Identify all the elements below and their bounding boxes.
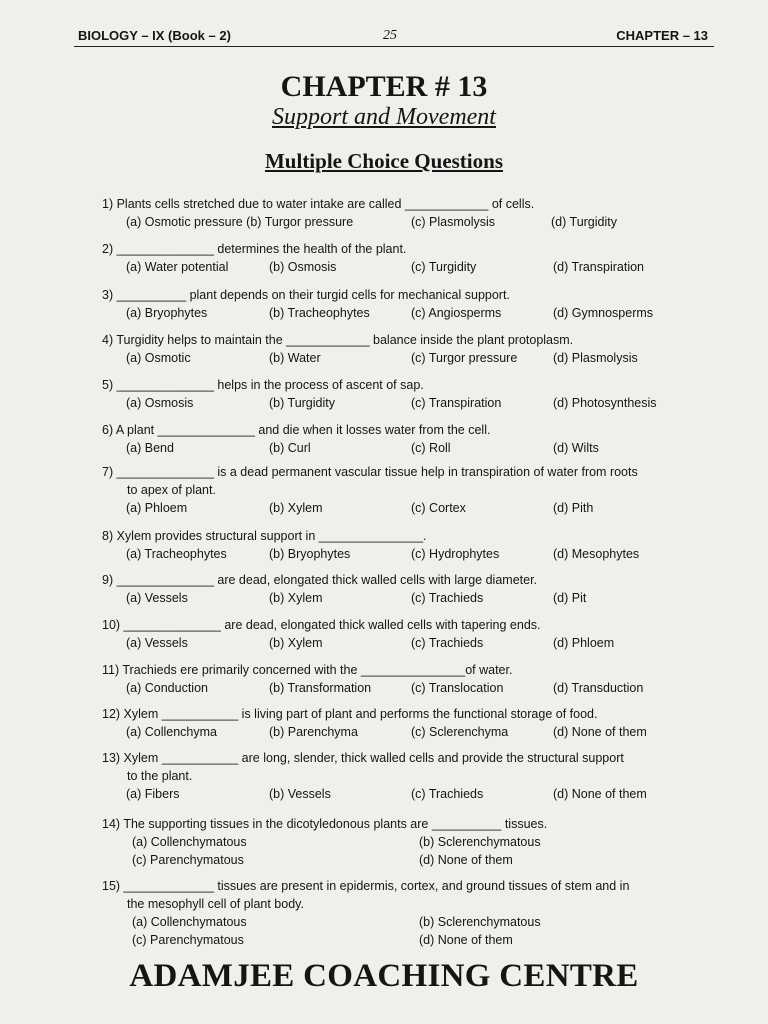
question-text-continued: to the plant. [127,769,193,783]
answer-option: (a) Collenchymatous [132,915,247,929]
options-row [102,304,722,322]
options-row [102,679,722,697]
answer-option: (d) Photosynthesis [553,396,657,410]
answer-option: (a) Vessels [126,591,188,605]
question-text-continued: to apex of plant. [127,483,216,497]
question-item [102,376,722,412]
answer-option: (a) Osmotic pressure (b) Turgor pressure [126,215,354,229]
answer-option: (c) Sclerenchyma [411,725,509,739]
answer-option: (a) Collenchyma [126,725,218,739]
answer-option: (b) Parenchyma [269,725,358,739]
answer-option: (a) Conduction [126,681,208,695]
options-row [102,634,722,652]
options-row [102,258,722,276]
answer-option: (c) Translocation [411,681,504,695]
question-item [102,527,722,563]
question-text: 15) _____________ tissues are present in epidermis, cortex, and ground tissues of stem and in [102,879,630,893]
header-chapter: CHAPTER – 13 [616,28,708,43]
question-text: 11) Trachieds ere primarily concerned with the _______________of water. [102,663,513,677]
answer-option: (d) None of them [419,933,513,947]
header-book-title: BIOLOGY – IX (Book – 2) [78,28,231,43]
header-page-number: 25 [383,28,397,43]
page-header [78,26,708,48]
answer-option: (c) Parenchymatous [132,853,244,867]
options-row [102,499,722,517]
answer-option: (c) Trachieds [411,787,484,801]
answer-option: (c) Turgidity [411,260,477,274]
answer-option: (b) Turgidity [269,396,335,410]
answer-option: (d) None of them [553,787,647,801]
answer-option: (d) Plasmolysis [553,351,638,365]
question-item [102,331,722,367]
answer-option: (c) Angiosperms [411,306,502,320]
answer-option: (b) Sclerenchymatous [419,835,541,849]
question-item [102,240,722,276]
answer-option: (b) Sclerenchymatous [419,915,541,929]
chapter-subtitle: Support and Movement [272,104,496,130]
answer-option: (c) Roll [411,441,451,455]
question-text: 8) Xylem provides structural support in _______________. [102,529,427,543]
question-item [102,877,722,949]
answer-option: (a) Collenchymatous [132,835,247,849]
answer-option: (a) Osmotic [126,351,191,365]
options-row [102,723,722,741]
answer-option: (b) Xylem [269,636,323,650]
answer-option: (d) Pith [553,501,594,515]
options-row [102,394,722,412]
answer-option: (c) Transpiration [411,396,502,410]
question-text: 13) Xylem ___________ are long, slender, thick walled cells and provide the structural support [102,751,624,765]
footer-centre-name: ADAMJEE COACHING CENTRE [129,958,639,994]
answer-option: (b) Water [269,351,321,365]
answer-option: (c) Trachieds [411,591,484,605]
question-text: 2) ______________ determines the health of the plant. [102,242,407,256]
answer-option: (c) Parenchymatous [132,933,244,947]
options-row [102,913,722,931]
answer-option: (d) Turgidity [551,215,617,229]
answer-option: (d) Transduction [553,681,644,695]
section-title: Multiple Choice Questions [264,149,503,173]
question-item [102,661,722,697]
answer-option: (d) Mesophytes [553,547,640,561]
question-text: 4) Turgidity helps to maintain the ____________ balance inside the plant protoplasm. [102,333,574,347]
answer-option: (a) Osmosis [126,396,194,410]
answer-option: (b) Transformation [269,681,372,695]
question-text: 6) A plant ______________ and die when it losses water from the cell. [102,423,491,437]
header-rule [74,46,714,47]
question-item [102,195,722,231]
question-text: 5) ______________ helps in the process of ascent of sap. [102,378,424,392]
answer-option: (c) Hydrophytes [411,547,500,561]
options-row [102,545,722,563]
answer-option: (b) Vessels [269,787,331,801]
question-text: 1) Plants cells stretched due to water intake are called ____________ of cells. [102,197,535,211]
answer-option: (b) Bryophytes [269,547,351,561]
answer-option: (b) Osmosis [269,260,337,274]
options-row [102,833,722,851]
options-row [102,931,722,949]
answer-option: (a) Water potential [126,260,229,274]
question-item [102,421,722,457]
answer-option: (d) Phloem [553,636,615,650]
answer-option: (b) Tracheophytes [269,306,370,320]
answer-option: (d) Transpiration [553,260,645,274]
question-item [102,463,722,517]
answer-option: (b) Xylem [269,501,323,515]
answer-option: (d) Wilts [553,441,599,455]
answer-option: (d) Gymnosperms [553,306,654,320]
answer-option: (a) Phloem [126,501,188,515]
options-row [102,851,722,869]
answer-option: (d) None of them [419,853,513,867]
question-text: 7) ______________ is a dead permanent vascular tissue help in transpiration of water from roots [102,465,638,479]
options-row [102,439,722,457]
options-row [102,349,722,367]
answer-option: (c) Trachieds [411,636,484,650]
question-text: 12) Xylem ___________ is living part of plant and performs the functional storage of food. [102,707,598,721]
question-text-continued: the mesophyll cell of plant body. [127,897,304,911]
answer-option: (a) Fibers [126,787,180,801]
question-item [102,616,722,652]
question-text: 14) The supporting tissues in the dicotyledonous plants are __________ tissues. [102,817,548,831]
chapter-title: CHAPTER # 13 [280,70,488,103]
answer-option: (c) Turgor pressure [411,351,518,365]
answer-option: (a) Bryophytes [126,306,208,320]
question-item [102,815,722,869]
question-text: 10) ______________ are dead, elongated thick walled cells with tapering ends. [102,618,541,632]
answer-option: (b) Xylem [269,591,323,605]
options-row [102,785,722,803]
answer-option: (b) Curl [269,441,311,455]
answer-option: (a) Vessels [126,636,188,650]
options-row [102,213,722,231]
answer-option: (d) None of them [553,725,647,739]
question-item [102,705,722,741]
question-text: 3) __________ plant depends on their turgid cells for mechanical support. [102,288,510,302]
answer-option: (c) Plasmolysis [411,215,496,229]
options-row [102,589,722,607]
answer-option: (c) Cortex [411,501,466,515]
answer-option: (d) Pit [553,591,587,605]
question-text: 9) ______________ are dead, elongated thick walled cells with large diameter. [102,573,538,587]
question-item [102,571,722,607]
answer-option: (a) Bend [126,441,174,455]
answer-option: (a) Tracheophytes [126,547,227,561]
question-item [102,749,722,803]
question-item [102,286,722,322]
